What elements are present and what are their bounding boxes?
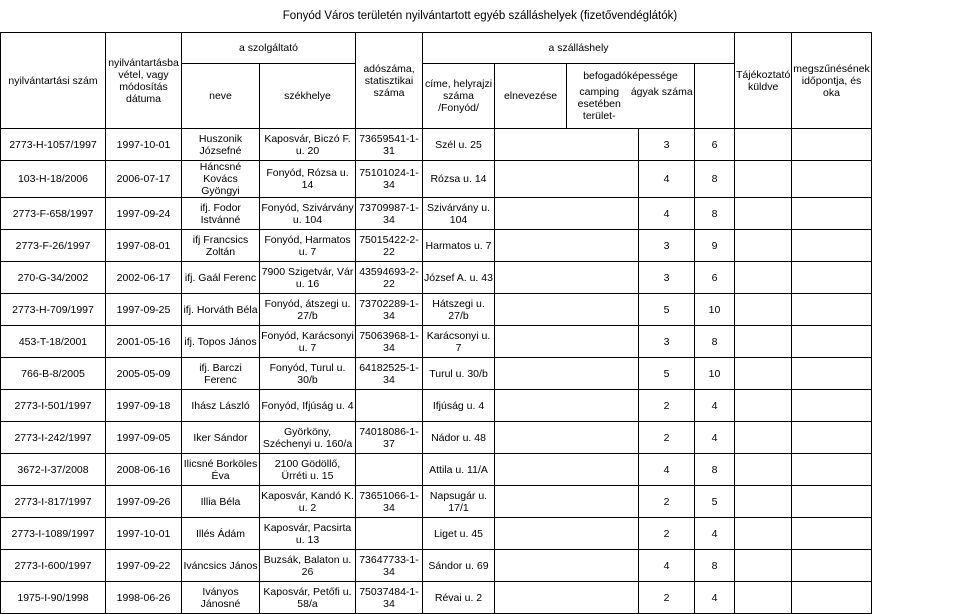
cell-info	[735, 550, 792, 582]
cell-reg-date: 1997-09-24	[106, 198, 182, 230]
cell-reg-no: 453-T-18/2001	[1, 326, 106, 358]
cell-seat: Györköny, Széchenyi u. 160/a	[260, 422, 356, 454]
cell-info	[735, 582, 792, 614]
cell-beds: 6	[695, 262, 735, 294]
cell-tax: 73659541-1-31	[356, 129, 423, 161]
table-row	[1, 390, 872, 422]
cell-seat: Kaposvár, Kandó K. u. 2	[260, 486, 356, 518]
table-row	[1, 198, 872, 230]
cell-reg-no: 2773-H-709/1997	[1, 294, 106, 326]
cell-name: Huszonik Józsefné	[182, 129, 260, 161]
cell-designation	[495, 422, 639, 454]
cell-address: Liget u. 45	[423, 518, 495, 550]
cell-rooms: 3	[639, 326, 695, 358]
cell-name: Iványos Jánosné	[182, 582, 260, 614]
cell-address: Révai u. 2	[423, 582, 495, 614]
cell-end	[792, 198, 871, 230]
cell-designation	[495, 486, 639, 518]
cell-designation	[495, 582, 639, 614]
cell-end	[792, 582, 871, 614]
col-address: címe, helyrajzi száma /Fonyód/	[423, 64, 495, 129]
cell-rooms: 3	[639, 262, 695, 294]
cell-info	[735, 294, 792, 326]
cell-reg-date: 1997-09-18	[106, 390, 182, 422]
col-end: megszűnésének időpontja, és oka	[792, 33, 871, 129]
cell-tax	[356, 518, 423, 550]
col-designation: elnevezése	[495, 64, 567, 129]
cell-info	[735, 422, 792, 454]
cell-tax: 64182525-1-34	[356, 358, 423, 390]
cell-beds: 4	[695, 422, 735, 454]
cell-tax: 73709987-1-34	[356, 198, 423, 230]
cell-seat: Fonyód, Karácsonyi u. 7	[260, 326, 356, 358]
table-row	[1, 518, 872, 550]
cell-address: Attila u. 11/A	[423, 454, 495, 486]
cell-designation	[495, 294, 639, 326]
cell-beds: 9	[695, 230, 735, 262]
cell-designation	[495, 518, 639, 550]
cell-name: Illés Ádám	[182, 518, 260, 550]
cell-rooms: 5	[639, 358, 695, 390]
cell-reg-no: 2773-I-501/1997	[1, 390, 106, 422]
cell-info	[735, 518, 792, 550]
cell-reg-date: 2001-05-16	[106, 326, 182, 358]
cell-reg-no: 2773-I-1089/1997	[1, 518, 106, 550]
table-row	[1, 358, 872, 390]
cell-address: Turul u. 30/b	[423, 358, 495, 390]
cell-beds: 8	[695, 326, 735, 358]
table-row	[1, 550, 872, 582]
cell-end	[792, 454, 871, 486]
cell-tax: 75101024-1-34	[356, 161, 423, 198]
col-capacity	[567, 64, 695, 129]
cell-designation	[495, 230, 639, 262]
lodging-table	[0, 32, 872, 614]
cell-name: Illia Béla	[182, 486, 260, 518]
cell-designation	[495, 161, 639, 198]
cell-tax: 73647733-1-34	[356, 550, 423, 582]
cell-seat: Kaposvár, Biczó F. u. 20	[260, 129, 356, 161]
cell-reg-date: 1997-09-05	[106, 422, 182, 454]
cell-rooms: 4	[639, 198, 695, 230]
cell-name: ifj. Fodor Istvánné	[182, 198, 260, 230]
cell-info	[735, 161, 792, 198]
cell-seat: Buzsák, Balaton u. 26	[260, 550, 356, 582]
cell-address: Hátszegi u. 27/b	[423, 294, 495, 326]
cell-reg-date: 1997-10-01	[106, 518, 182, 550]
cell-tax: 73651066-1-34	[356, 486, 423, 518]
cell-info	[735, 358, 792, 390]
cell-designation	[495, 390, 639, 422]
cell-designation	[495, 550, 639, 582]
col-provider-group: a szolgáltató	[182, 33, 356, 64]
table-row	[1, 582, 872, 614]
table-row	[1, 326, 872, 358]
cell-seat: Kaposvár, Pacsirta u. 13	[260, 518, 356, 550]
cell-reg-no: 2773-I-242/1997	[1, 422, 106, 454]
cell-end	[792, 358, 871, 390]
cell-rooms: 2	[639, 422, 695, 454]
cell-reg-no: 103-H-18/2006	[1, 161, 106, 198]
cell-beds: 4	[695, 582, 735, 614]
table-body	[1, 129, 872, 614]
cell-rooms: 4	[639, 161, 695, 198]
cell-beds: 8	[695, 161, 735, 198]
col-lodging-group: a szálláshely	[423, 33, 735, 64]
cell-reg-date: 1997-09-26	[106, 486, 182, 518]
cell-tax: 73702289-1-34	[356, 294, 423, 326]
cell-name: ifj Francsics Zoltán	[182, 230, 260, 262]
cell-tax: 75015422-2-22	[356, 230, 423, 262]
cell-beds: 8	[695, 454, 735, 486]
cell-reg-no: 270-G-34/2002	[1, 262, 106, 294]
cell-rooms: 2	[639, 390, 695, 422]
cell-reg-no: 2773-H-1057/1997	[1, 129, 106, 161]
cell-info	[735, 198, 792, 230]
cell-end	[792, 326, 871, 358]
cell-end	[792, 230, 871, 262]
cell-reg-no: 1975-I-90/1998	[1, 582, 106, 614]
cell-end	[792, 262, 871, 294]
table-row	[1, 294, 872, 326]
cell-name: ifj. Horváth Béla	[182, 294, 260, 326]
table-row	[1, 262, 872, 294]
cell-beds: 6	[695, 129, 735, 161]
cell-reg-no: 2773-I-817/1997	[1, 486, 106, 518]
cell-designation	[495, 326, 639, 358]
cell-end	[792, 486, 871, 518]
cell-beds: 10	[695, 358, 735, 390]
cell-tax	[356, 454, 423, 486]
cell-info	[735, 454, 792, 486]
cell-name: ifj. Gaál Ferenc	[182, 262, 260, 294]
cell-reg-no: 2773-I-600/1997	[1, 550, 106, 582]
cell-seat: Fonyód, átszegi u. 27/b	[260, 294, 356, 326]
cell-seat: 2100 Gödöllő, Ürréti u. 15	[260, 454, 356, 486]
header-row-1	[1, 33, 872, 64]
page-title: Fonyód Város területén nyilvántartott egyéb szálláshelyek (fizetővendéglátók)	[282, 10, 678, 22]
cell-tax: 74018086-1-37	[356, 422, 423, 454]
cell-reg-date: 2008-06-16	[106, 454, 182, 486]
col-name: neve	[182, 64, 260, 129]
cell-info	[735, 230, 792, 262]
capacity-sub-label: camping esetében terület-	[577, 86, 621, 122]
col-reg-no: nyilvántartási szám	[1, 33, 106, 129]
cell-reg-date: 1997-08-01	[106, 230, 182, 262]
cell-designation	[495, 262, 639, 294]
col-seat: székhelye	[260, 64, 356, 129]
cell-info	[735, 390, 792, 422]
cell-reg-date: 1997-09-25	[106, 294, 182, 326]
cell-rooms: 4	[639, 550, 695, 582]
cell-end	[792, 129, 871, 161]
cell-seat: Fonyód, Harmatos u. 7	[260, 230, 356, 262]
cell-seat: Fonyód, Szivárvány u. 104	[260, 198, 356, 230]
cell-address: Rózsa u. 14	[423, 161, 495, 198]
cell-name: Háncsné Kovács Gyöngyi	[182, 161, 260, 198]
cell-address: Sándor u. 69	[423, 550, 495, 582]
cell-reg-date: 1997-10-01	[106, 129, 182, 161]
cell-designation	[495, 129, 639, 161]
cell-seat: Fonyód, Rózsa u. 14	[260, 161, 356, 198]
cell-name: Ihász László	[182, 390, 260, 422]
cell-rooms: 4	[639, 454, 695, 486]
table-row	[1, 422, 872, 454]
cell-name: Iker Sándor	[182, 422, 260, 454]
cell-seat: Kaposvár, Petőfi u. 58/a	[260, 582, 356, 614]
capacity-label: befogadóképessége	[583, 70, 678, 82]
cell-rooms: 5	[639, 294, 695, 326]
cell-end	[792, 390, 871, 422]
cell-info	[735, 486, 792, 518]
cell-seat: Fonyód, Ifjúság u. 4	[260, 390, 356, 422]
cell-rooms: 3	[639, 230, 695, 262]
cell-reg-date: 2002-06-17	[106, 262, 182, 294]
cell-rooms: 2	[639, 518, 695, 550]
cell-tax: 75063968-1-34	[356, 326, 423, 358]
cell-designation	[495, 198, 639, 230]
cell-info	[735, 129, 792, 161]
cell-reg-date: 2006-07-17	[106, 161, 182, 198]
col-info: Tájékoztató küldve	[735, 33, 792, 129]
cell-tax: 43594693-2-22	[356, 262, 423, 294]
col-tax: adószáma, statisztikai száma	[356, 33, 423, 129]
beds-label: ágyak száma	[630, 86, 693, 98]
cell-beds: 10	[695, 294, 735, 326]
cell-beds: 8	[695, 550, 735, 582]
cell-reg-no: 3672-I-37/2008	[1, 454, 106, 486]
cell-tax: 75037484-1-34	[356, 582, 423, 614]
cell-name: ifj. Barczi Ferenc	[182, 358, 260, 390]
cell-address: Napsugár u. 17/1	[423, 486, 495, 518]
col-reg-date: nyilvántartásba vétel, vagy módosítás dátuma	[106, 33, 182, 129]
cell-seat: Fonyód, Turul u. 30/b	[260, 358, 356, 390]
cell-end	[792, 422, 871, 454]
cell-info	[735, 326, 792, 358]
cell-reg-no: 766-B-8/2005	[1, 358, 106, 390]
cell-reg-date: 1998-06-26	[106, 582, 182, 614]
cell-reg-date: 2005-05-09	[106, 358, 182, 390]
cell-designation	[495, 454, 639, 486]
cell-tax	[356, 390, 423, 422]
cell-name: ifj. Topos János	[182, 326, 260, 358]
table-row	[1, 454, 872, 486]
cell-end	[792, 518, 871, 550]
cell-beds: 5	[695, 486, 735, 518]
cell-end	[792, 161, 871, 198]
table-row	[1, 486, 872, 518]
cell-beds: 4	[695, 390, 735, 422]
cell-name: Iváncsics János	[182, 550, 260, 582]
cell-name: Ilicsné Borköles Éva	[182, 454, 260, 486]
cell-rooms: 3	[639, 129, 695, 161]
cell-address: Nádor u. 48	[423, 422, 495, 454]
cell-reg-no: 2773-F-26/1997	[1, 230, 106, 262]
cell-address: Karácsonyi u. 7	[423, 326, 495, 358]
cell-designation	[495, 358, 639, 390]
cell-rooms: 2	[639, 486, 695, 518]
cell-end	[792, 550, 871, 582]
cell-reg-no: 2773-F-658/1997	[1, 198, 106, 230]
table-row	[1, 129, 872, 161]
cell-address: Szél u. 25	[423, 129, 495, 161]
cell-rooms: 2	[639, 582, 695, 614]
cell-address: József A. u. 43	[423, 262, 495, 294]
cell-address: Szivárvány u. 104	[423, 198, 495, 230]
cell-beds: 8	[695, 198, 735, 230]
cell-seat: 7900 Szigetvár, Vár u. 16	[260, 262, 356, 294]
table-row	[1, 230, 872, 262]
table-row	[1, 161, 872, 198]
cell-end	[792, 294, 871, 326]
cell-address: Ifjúság u. 4	[423, 390, 495, 422]
cell-beds: 4	[695, 518, 735, 550]
cell-reg-date: 1997-09-22	[106, 550, 182, 582]
cell-info	[735, 262, 792, 294]
cell-address: Harmatos u. 7	[423, 230, 495, 262]
